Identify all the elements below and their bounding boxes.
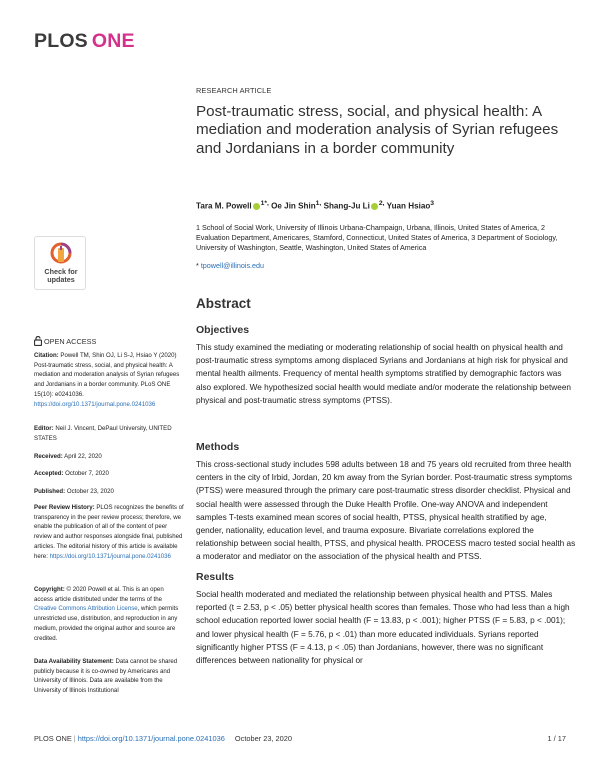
- journal-logo[interactable]: [34, 30, 135, 53]
- open-access: [34, 336, 184, 347]
- accepted-value: October 7, 2020: [65, 470, 109, 477]
- footer-separator: |: [73, 734, 76, 743]
- copyright-block: [34, 585, 184, 643]
- citation-block: [34, 351, 184, 409]
- author-marks: 2,: [378, 200, 385, 207]
- editor-label: Editor:: [34, 425, 54, 432]
- citation-label: Citation:: [34, 352, 59, 359]
- footer-doi-link[interactable]: https://doi.org/10.1371/journal.pone.0241036: [77, 734, 225, 743]
- received-label: Received:: [34, 453, 63, 460]
- open-access-label: OPEN ACCESS: [44, 337, 97, 346]
- data-availability-block: [34, 657, 184, 696]
- author-name[interactable]: Tara M. Powell: [196, 201, 252, 211]
- copyright-text: © 2020 Powell et al. This is an open access article distributed under the terms of the: [34, 586, 164, 603]
- author-list: [196, 200, 576, 211]
- published-date: [34, 487, 184, 497]
- author-name[interactable]: Shang-Ju Li: [323, 201, 370, 211]
- peer-review-label: Peer Review History:: [34, 504, 95, 511]
- published-label: Published:: [34, 488, 66, 495]
- results-text: Social health moderated and mediated the relationship between physical health and PTSS. Males reported (t = 2.53, p < .05) better physical health scores than females. Those who had less than a high school education reported lower social health (F = 13.83, p < .001); higher PTSS (F = 5.83, p < .001); and lower physical health (F = 5.76, p < .01) than more educated individuals. Syrians reported significantly higher PTSS (F = 4.13, p < .05) than Jordanians, however, there was no significant differences between nationality for physical or: [196, 590, 570, 666]
- affiliations: 1 School of Social Work, University of Illinois Urbana-Champaign, Urbana, Illinois, United States of America, 2 Evaluation Department, Americares, Stamford, Connecticut, United States of America, 3 Department of Sociology, University of Washington, Seattle, Washington, United States of America: [196, 223, 558, 253]
- check-for-updates-badge[interactable]: [34, 236, 86, 290]
- open-access-lock-icon: [34, 336, 42, 346]
- editor-block: [34, 424, 184, 443]
- peer-review-block: [34, 503, 184, 561]
- results-heading: Results: [196, 571, 234, 583]
- check-updates-icon: [50, 242, 72, 266]
- page-footer: [34, 734, 566, 743]
- methods-heading: Methods: [196, 441, 240, 453]
- abstract-heading: Abstract: [196, 296, 251, 311]
- email-star: *: [196, 261, 199, 270]
- accepted-date: [34, 469, 184, 479]
- citation-text: Powell TM, Shin OJ, Li S-J, Hsiao Y (2020) Post-traumatic stress, social, and physical health: A mediation and moderation analysis of Syrian refugees and Jordanians in a border community. PLoS ONE 15(10): e0241036.: [34, 352, 180, 398]
- objectives-text: This study examined the mediating or moderating relationship of social health on physical health and post-traumatic stress symptoms among displaced Syrians and Jordanians at high risk for physical and mental health ailments. Frequency of mental health symptoms stratified by demographic factors was also explored. We hypothesized social health would mediate and/or moderate the relationship between physical and post-traumatic stress symptoms (PTSS).: [196, 343, 571, 405]
- footer-journal: PLOS ONE: [34, 734, 72, 743]
- logo-plos: PLOS: [34, 30, 88, 52]
- check-updates-label: Check for updates: [44, 267, 78, 285]
- peer-review-link[interactable]: https://doi.org/10.1371/journal.pone.0241036: [49, 552, 171, 560]
- methods-text: This cross-sectional study includes 598 adults between 18 and 75 years old recruited from three health centers in the city of Irbid, Jordan, 20 km away from the Syrian border. Post-traumatic stress symptoms (PTSS) were measured through the primary care post-traumatic stress disorder checklist. Physical and social health were assessed through the Duke Health Profile. One-way ANOVA and independent samples T-tests examined mean scores of social health, PTSS, physical health stratified by age, gender, nationality, education level, and trauma exposure. Bivariate correlations explored the relationship between social health, PTSS, and physical health. PROCESS macro tested social health as a moderator and mediator on the association of the physical health and PTSS.: [196, 460, 576, 562]
- citation-doi-link[interactable]: https://doi.org/10.1371/journal.pone.0241036: [34, 400, 156, 408]
- corresponding-email: [196, 261, 576, 270]
- published-value: October 23, 2020: [66, 488, 114, 495]
- page-number: 1 / 17: [547, 734, 566, 743]
- objectives-heading: Objectives: [196, 324, 250, 336]
- author-marks: 1*,: [260, 200, 269, 207]
- email-link[interactable]: tpowell@illinois.edu: [200, 261, 265, 270]
- article-title: Post-traumatic stress, social, and physical health: A mediation and moderation analysis of Syrian refugees and Jordanians in a border community: [196, 103, 559, 157]
- author-marks: 3: [430, 200, 435, 207]
- author-name[interactable]: Yuan Hsiao: [386, 201, 431, 211]
- author-name[interactable]: Oe Jin Shin: [271, 201, 316, 211]
- orcid-icon[interactable]: [253, 203, 260, 210]
- author-marks: 1,: [315, 200, 322, 207]
- orcid-icon[interactable]: [371, 203, 378, 210]
- data-availability-text: Data cannot be shared publicly because it is co-owned by Americares and University of Illinois. Data are available from the University of Illinois Institutional: [34, 658, 178, 695]
- copyright-label: Copyright:: [34, 586, 65, 593]
- license-link[interactable]: Creative Commons Attribution License: [34, 605, 138, 613]
- peer-review-text: PLOS recognizes the benefits of transparency in the peer review process; therefore, we enable the publication of all of the content of peer review and author responses alongside final, published articles. The editorial history of this article is available here:: [34, 504, 184, 560]
- received-date: [34, 452, 184, 462]
- editor-text: Neil J. Vincent, DePaul University, UNITED STATES: [34, 425, 172, 442]
- logo-one: ONE: [91, 30, 135, 52]
- copyright-text-end: , which permits unrestricted use, distribution, and reproduction in any medium, provided the original author and source are credited.: [34, 605, 179, 642]
- footer-date: October 23, 2020: [234, 734, 293, 743]
- accepted-label: Accepted:: [34, 470, 64, 477]
- article-type: RESEARCH ARTICLE: [196, 86, 272, 95]
- received-value: April 22, 2020: [64, 453, 102, 460]
- data-availability-label: Data Availability Statement:: [34, 658, 114, 665]
